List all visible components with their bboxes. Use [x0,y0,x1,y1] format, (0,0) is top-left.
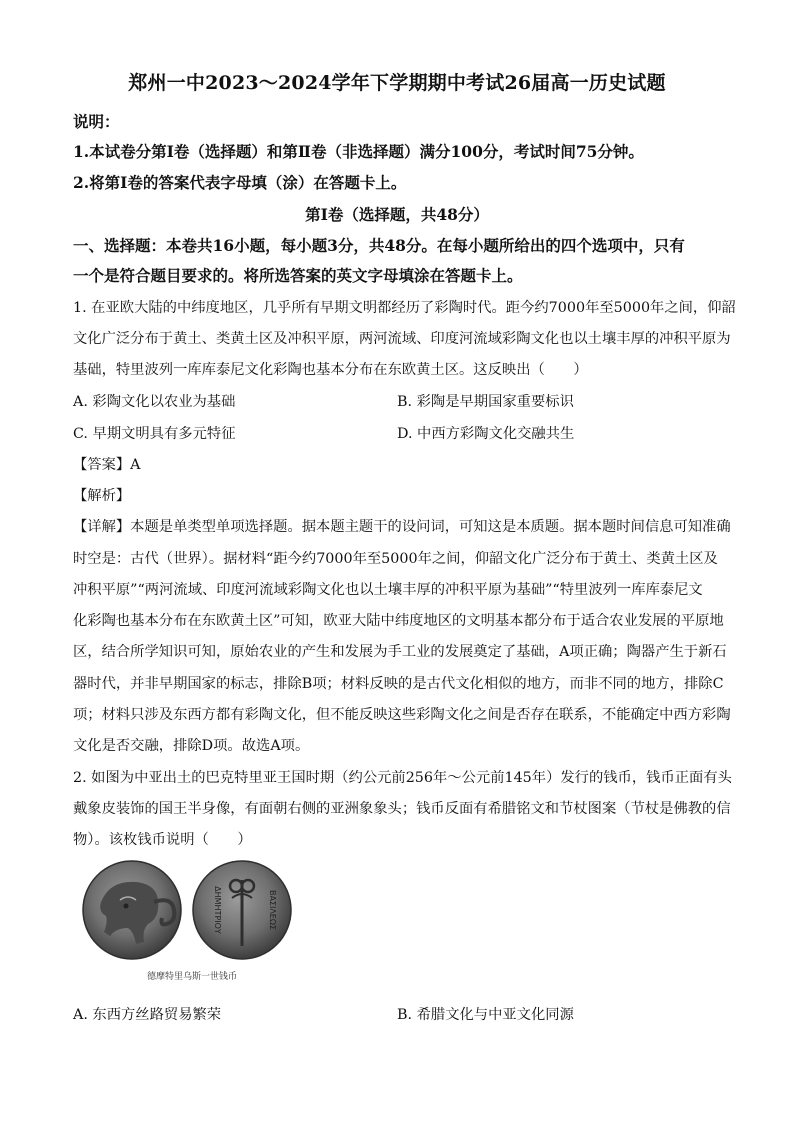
q1-option-d: D. 中西方彩陶文化交融共生 [397,426,575,442]
section-instruction-line: 一个是符合题目要求的。将所选答案的英文字母填涂在答题卡上。 [73,266,523,285]
q1-stem-line: 基础，特里波列一库库泰尼文化彩陶也基本分布在东欧黄土区。这反映出（ ） [73,362,588,378]
q1-detail-line: 文化是否交融，排除D项。故选A项。 [73,738,310,754]
q1-detail-line: 化彩陶也基本分布在东欧黄土区”可知，欧亚大陆中纬度地区的文明基本都分布于适合农业发展的平原地 [73,613,724,629]
q1-detail-line: 器时代，并非早期国家的标志，排除B项；材料反映的是古代文化相似的地方，而非不同的地方，排除C [73,676,724,692]
q1-detail-line: 时空是：古代（世界）。据材料“距今约7000年至5000年之间，仰韶文化广泛分布于黄土、类黄土区及 [73,551,718,567]
q1-option-c: C. 早期文明具有多元特征 [73,426,236,442]
q2-stem-line: 物）。该枚钱币说明（ ） [73,832,252,848]
q1-analysis-label: 【解析】 [73,488,131,504]
q1-option-b: B. 彩陶是早期国家重要标识 [397,394,574,410]
q1-option-a: A. 彩陶文化以农业为基础 [73,394,236,410]
q1-detail-line: 冲积平原”“两河流域、印度河流域彩陶文化也以土壤丰厚的冲积平原为基础”“特里波列一库库泰尼文 [73,582,703,598]
intro-item-1: 1.本试卷分第Ⅰ卷（选择题）和第Ⅱ卷（非选择题）满分100分，考试时间75分钟。 [73,142,644,161]
q2-option-a: A. 东西方丝路贸易繁荣 [73,1007,222,1023]
coin-image [76,860,298,960]
section-heading: 第Ⅰ卷（选择题，共48分） [305,205,489,224]
intro-item-2: 2.将第Ⅰ卷的答案代表字母填（涂）在答题卡上。 [73,173,407,192]
q2-stem-line: 戴象皮装饰的国王半身像，有面朝右侧的亚洲象象头；钱币反面有希腊铭文和节杖图案（节杖是佛教的信 [73,801,731,817]
intro-label: 说明： [73,112,120,131]
page-title: 郑州一中2023～2024学年下学期期中考试26届高一历史试题 [128,72,666,94]
q1-stem-line: 1. 在亚欧大陆的中纬度地区，几乎所有早期文明都经历了彩陶时代。距今约7000年至5000年之间，仰韶 [73,300,736,316]
q1-detail-line: 区，结合所学知识可知，原始农业的产生和发展为手工业的发展奠定了基础，A项正确；陶器产生于新石 [73,644,727,660]
coin-obverse [83,861,181,959]
section-instruction-line: 一、选择题：本卷共16小题，每小题3分，共48分。在每小题所给出的四个选项中，只有 [73,236,685,255]
q2-stem-line: 2. 如图为中亚出土的巴克特里亚王国时期（约公元前256年～公元前145年）发行的钱币，钱币正面有头 [73,770,732,786]
q1-detail-line: 项；材料只涉及东西方都有彩陶文化，但不能反映这些彩陶文化之间是否存在联系，不能确定中西方彩陶 [73,707,731,723]
coin-image-caption: 德摩特里乌斯一世钱币 [147,972,238,982]
coin-reverse [193,861,291,959]
q1-answer: 【答案】A [73,457,141,473]
coin-inscription-left: ΔΗΜΗΤΡΙΟΥ [213,886,222,934]
q1-detail-line: 【详解】本题是单类型单项选择题。据本题主题干的设问词，可知这是本质题。据本题时间信息可知准确 [73,519,731,535]
coin-inscription-right: ΒΑΣΙΛΕΩΣ [268,889,277,931]
q2-option-b: B. 希腊文化与中亚文化同源 [397,1007,574,1023]
q1-stem-line: 文化广泛分布于黄土、类黄土区及冲积平原，两河流域、印度河流域彩陶文化也以土壤丰厚的冲积平原为 [73,331,731,347]
